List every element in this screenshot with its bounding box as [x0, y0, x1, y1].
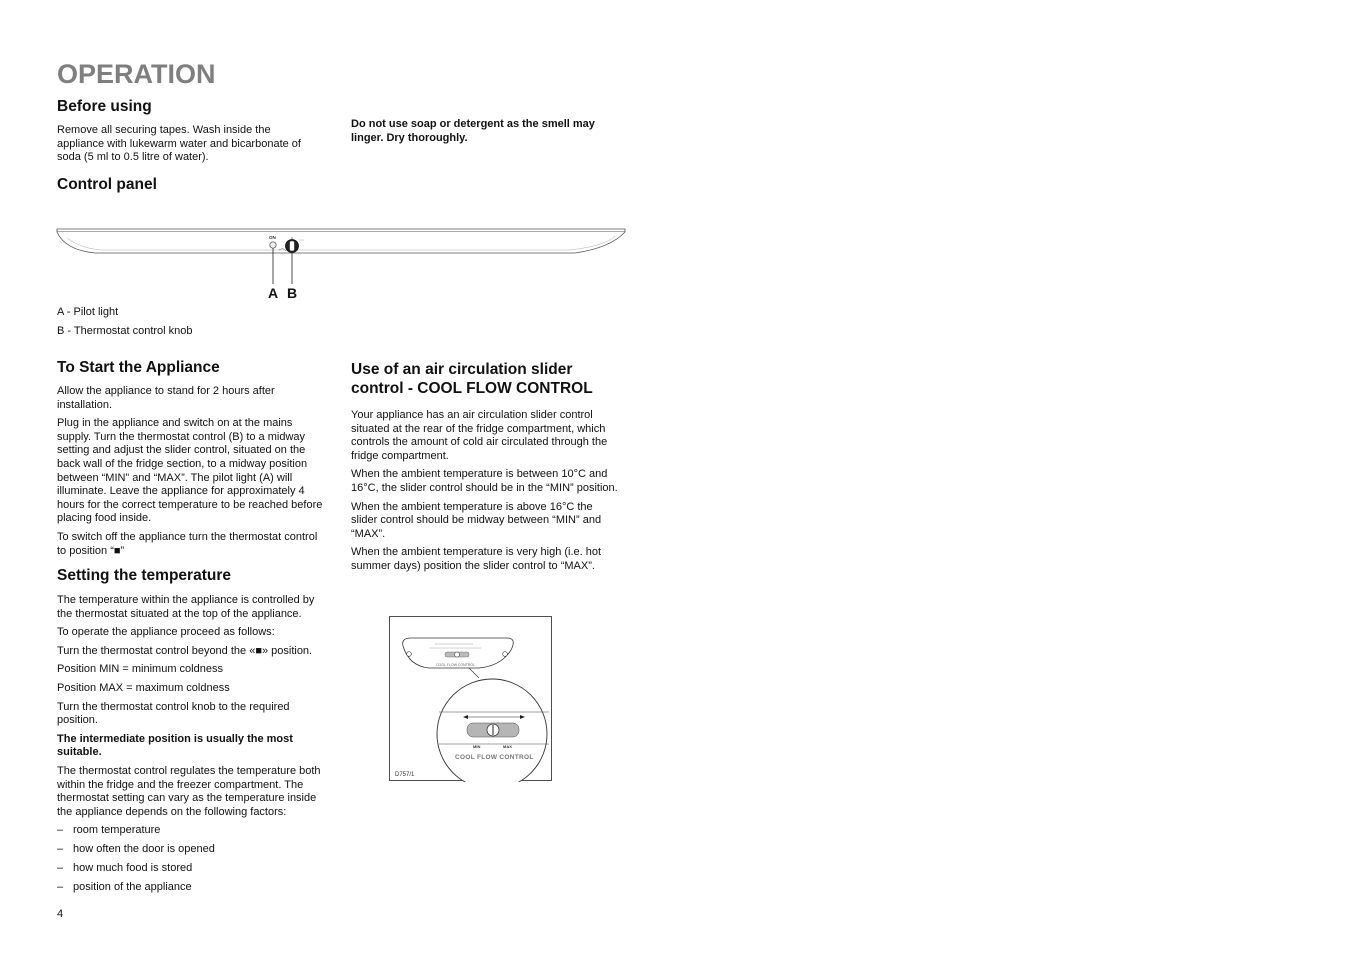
- cool-flow-section: [351, 360, 621, 579]
- before-using-warning: Do not use soap or detergent as the smell may linger. Dry thoroughly.: [351, 118, 595, 144]
- before-using-text: Remove all securing tapes. Wash inside the appliance with lukewarm water and bicarbonate of soda (5 ml to 0.5 litre of water).: [57, 124, 301, 164]
- temp-bold-note: The intermediate position is usually the most suitable.: [57, 732, 293, 759]
- callout-b: B: [287, 285, 298, 301]
- cool-flow-heading: Use of an air circulation slider control - COOL FLOW CONTROL: [351, 361, 593, 397]
- pilot-light-icon: [270, 242, 276, 248]
- start-paragraph-2: Plug in the appliance and switch on at the mains supply. Turn the thermostat control (B) to a midway setting and adjust the slider control, situated on the back wall of the fridge section, to a midway position between “MIN” and “MAX”. The pilot light (A) will illuminate. Leave the appliance for approximately 4 hours for the correct temperature to be reached before placing food inside.: [57, 417, 323, 525]
- list-item: – how often the door is opened: [57, 843, 215, 856]
- page-title: OPERATION: [57, 59, 216, 89]
- cool-flow-paragraph-2: When the ambient temperature is between 10°C and 16°C, the slider control should be in the “MIN” position.: [351, 468, 618, 494]
- figure-id: D757/1: [395, 772, 415, 778]
- legend-b: B - Thermostat control knob: [57, 325, 193, 337]
- temp-paragraph-6: Turn the thermostat control knob to the required position.: [57, 700, 290, 727]
- min-label: MIN: [473, 744, 481, 749]
- start-appliance-section: [57, 358, 325, 563]
- legend-a: A - Pilot light: [57, 306, 119, 318]
- cool-flow-figure: [389, 616, 552, 782]
- max-label: MAX: [503, 744, 512, 749]
- page-number: 4: [57, 908, 64, 920]
- setting-temperature-section: [57, 566, 325, 900]
- control-panel-heading: Control panel: [57, 176, 157, 193]
- temp-paragraph-3: Turn the thermostat control beyond the «■» position.: [57, 644, 313, 657]
- temp-factors-intro: The thermostat control regulates the temperature both within the fridge and the freezer compartment. The thermostat setting can vary as the temperature inside the appliance depends on the following factors:: [57, 764, 321, 818]
- temp-paragraph-1: The temperature within the appliance is controlled by the thermostat situated at the top of the appliance.: [57, 594, 315, 620]
- cool-flow-paragraph-3: When the ambient temperature is above 16°C the slider control should be midway between “MIN” and “MAX”.: [351, 500, 602, 540]
- setting-temperature-heading: Setting the temperature: [57, 567, 231, 584]
- cool-flow-paragraph-1: Your appliance has an air circulation slider control situated at the rear of the fridge compartment, which controls the amount of cold air circulated through the fridge compartment.: [351, 409, 608, 462]
- large-label: COOL FLOW CONTROL: [455, 754, 534, 761]
- factors-list: [57, 824, 325, 895]
- temp-paragraph-4: Position MIN = minimum coldness: [57, 663, 223, 676]
- list-item: – position of the appliance: [57, 881, 192, 894]
- temp-paragraph-2: To operate the appliance proceed as follows:: [57, 626, 275, 639]
- list-item: – room temperature: [57, 824, 161, 837]
- panel-on-label: ON: [269, 235, 276, 240]
- cool-flow-paragraph-4: When the ambient temperature is very high (i.e. hot summer days) position the slider control to “MAX”.: [351, 546, 602, 572]
- callout-a: A: [268, 285, 279, 301]
- before-using-heading: Before using: [57, 98, 152, 115]
- start-appliance-heading: To Start the Appliance: [57, 359, 220, 376]
- list-item: – how much food is stored: [57, 862, 193, 875]
- start-paragraph-3: To switch off the appliance turn the thermostat control to position “■”: [57, 530, 318, 557]
- start-paragraph-1: Allow the appliance to stand for 2 hours after installation.: [57, 385, 275, 411]
- control-panel-diagram: [55, 226, 627, 304]
- small-label: COOL FLOW CONTROL: [436, 663, 475, 667]
- temp-paragraph-5: Position MAX = maximum coldness: [57, 681, 230, 694]
